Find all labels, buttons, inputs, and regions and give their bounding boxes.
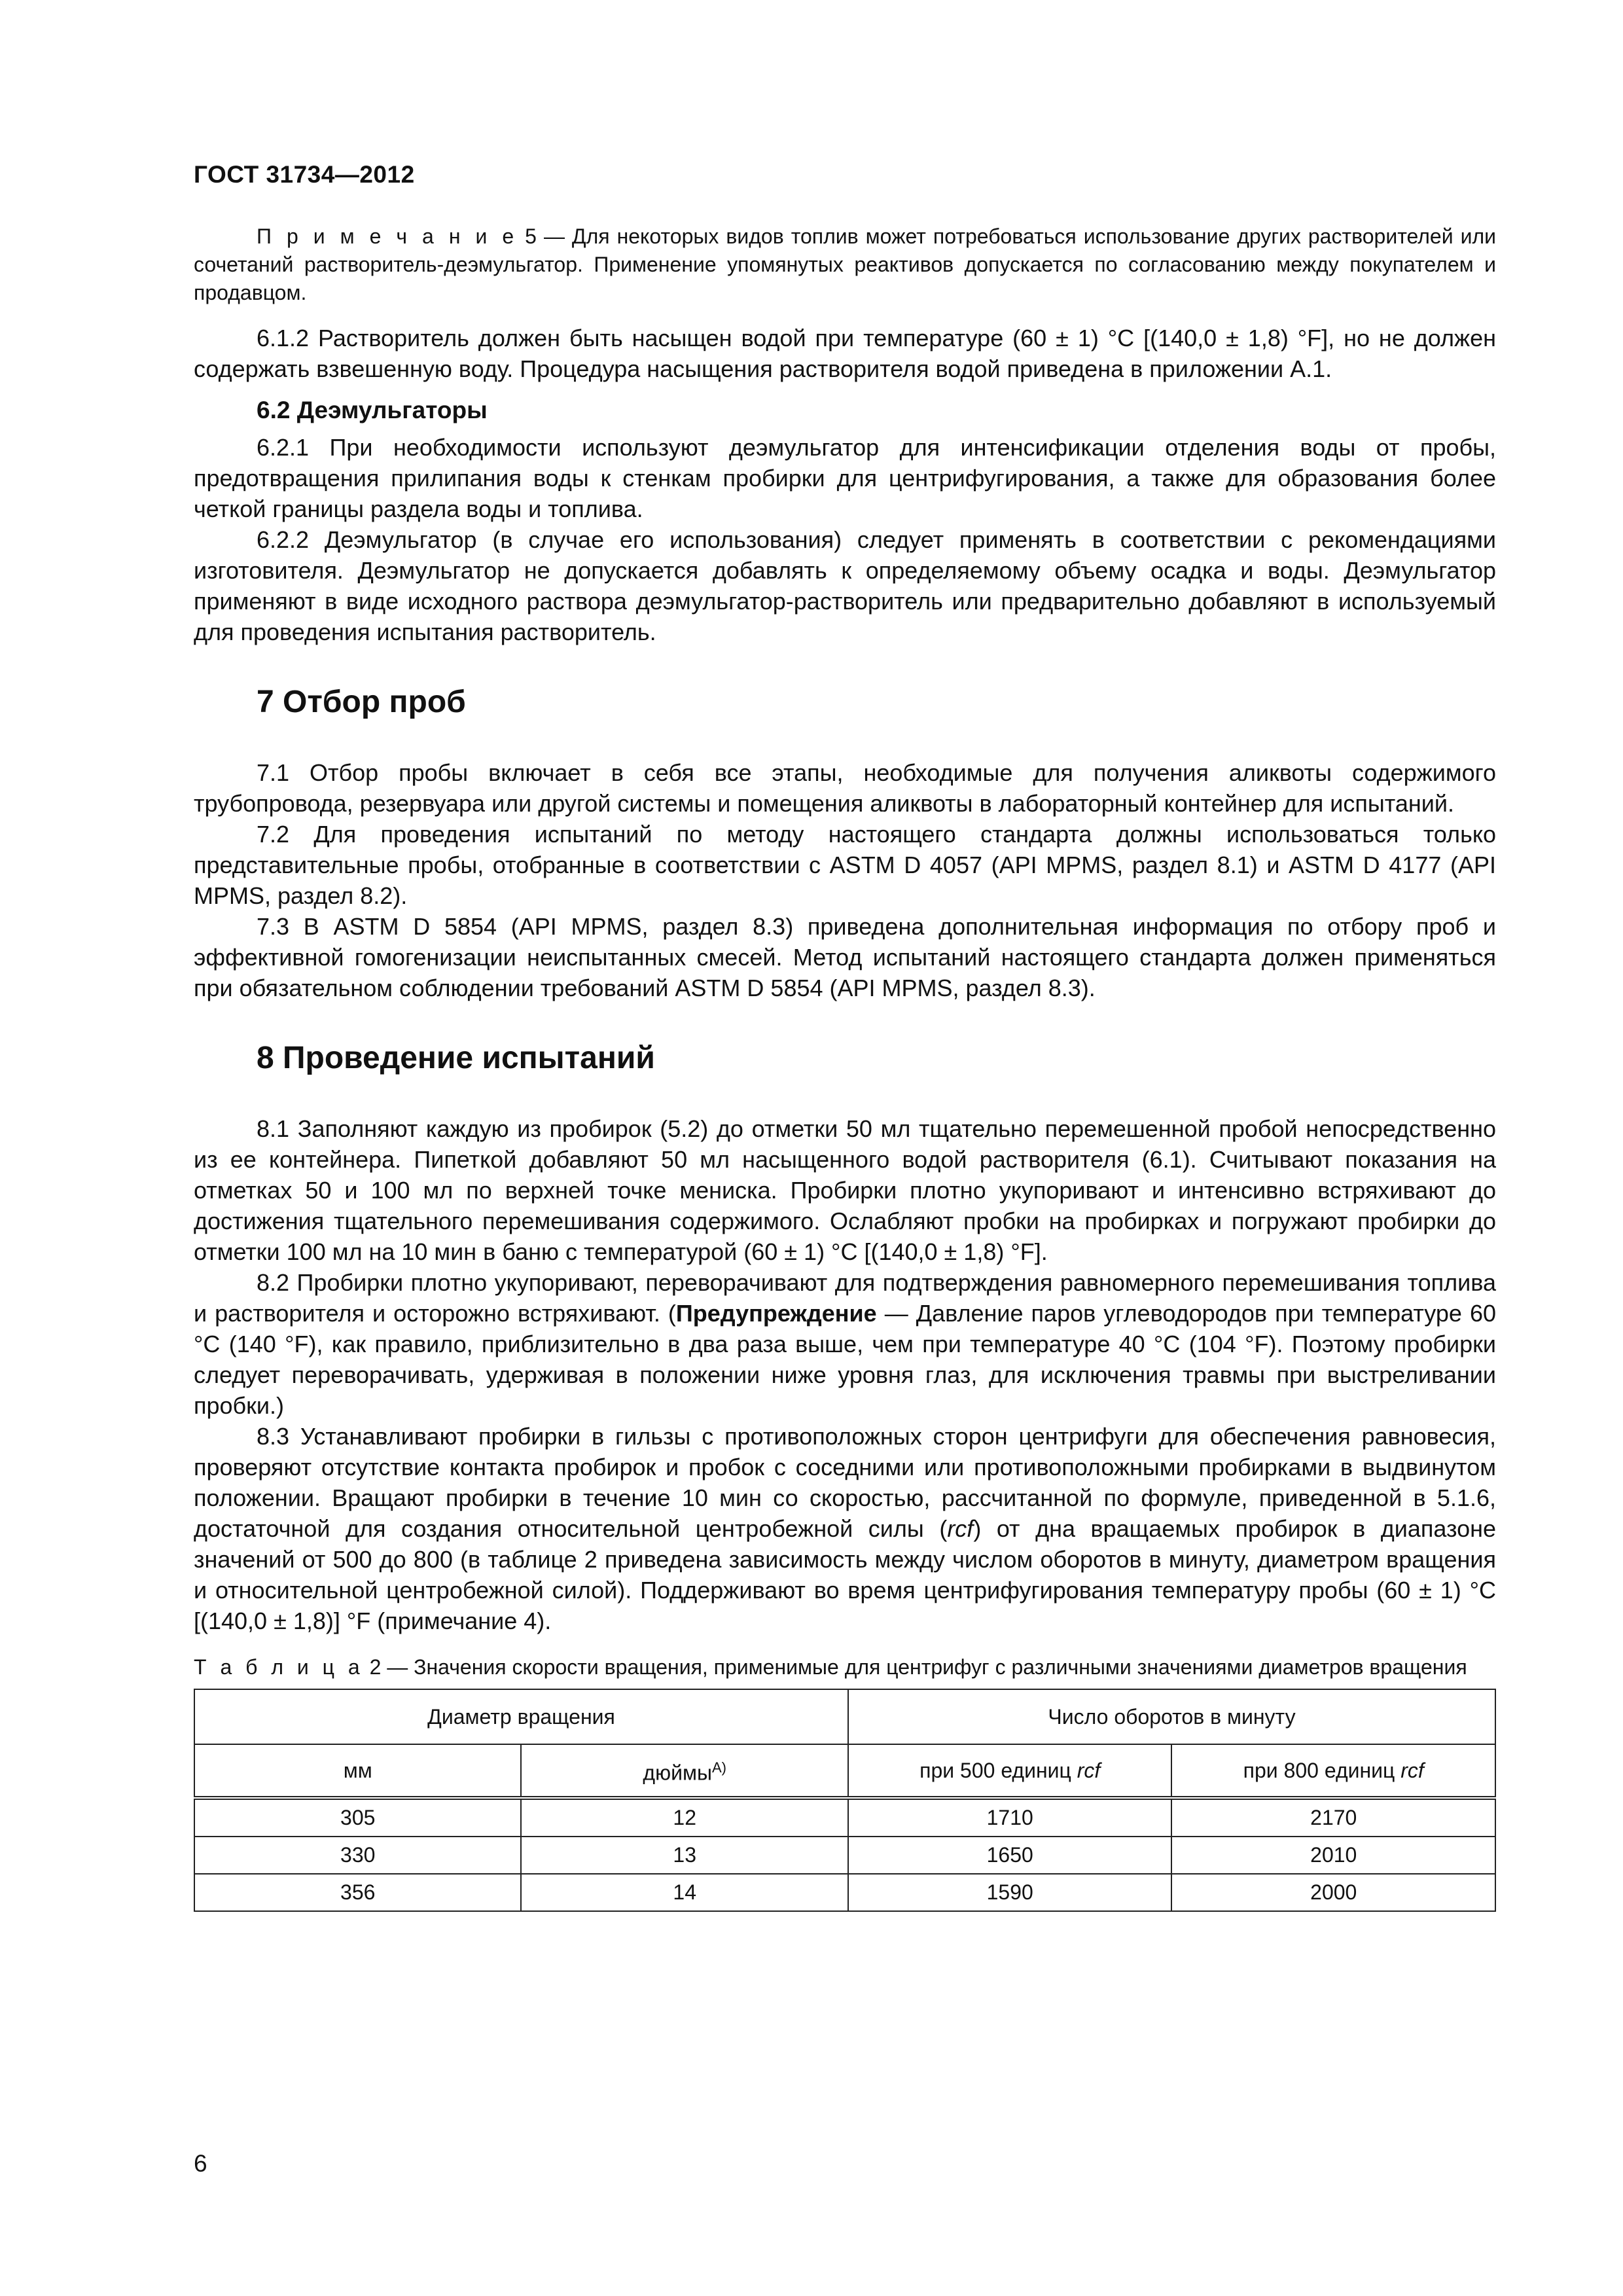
cell-inch: 13: [521, 1837, 848, 1874]
section-heading-6-2: 6.2 Деэмульгаторы: [257, 397, 488, 423]
paragraph-6-1-2: 6.1.2 Растворитель должен быть насыщен водой при температуре (60 ± 1) °С [(140,0 ± 1,8) °F], но не должен содержать взвешенную воду. Процедура насыщения растворителя водой приведена в приложении А.1.: [194, 325, 1496, 382]
table-caption-label: Т а б л и ц а: [194, 1655, 364, 1679]
inch-footnote-mark: А): [711, 1759, 726, 1776]
paragraph-8-2: [194, 1267, 1496, 1421]
p82-text-before: 8.2 Пробирки плотно укупоривают, переворачивают для подтверждения равномерного перемешивания топлива и растворителя и осторожно встряхивают. (: [194, 1269, 1496, 1327]
group-header-rpm: Число оборотов в минуту: [848, 1689, 1495, 1744]
cell-rpm-800: 2000: [1171, 1874, 1495, 1911]
page-number: 6: [194, 2150, 207, 2177]
paragraph-7-1: 7.1 Отбор пробы включает в себя все этапы, необходимые для получения аликвоты содержимого трубопровода, резервуара или другой системы и помещения аликвоты в лабораторный контейнер для испытаний.: [194, 759, 1496, 817]
warning-label: Предупреждение: [675, 1300, 877, 1327]
cell-inch: 14: [521, 1874, 848, 1911]
column-header-rpm-800: [1171, 1744, 1495, 1798]
section-heading-7: 7 Отбор проб: [257, 685, 466, 719]
paragraph-8-3: [194, 1421, 1496, 1636]
rcf-term: rcf: [947, 1515, 974, 1542]
document-body: [194, 223, 1496, 1912]
column-header-rpm-500: [848, 1744, 1172, 1798]
cell-rpm-500: 1590: [848, 1874, 1172, 1911]
table-column-header-row: [194, 1744, 1495, 1798]
p83-text-after: ) от дна вращаемых пробирок в диапазоне значений от 500 до 800 (в таблице 2 приведена зависимость между числом оборотов в минуту, диаметром вращения и относительной центробежной силой). Поддерживают во время центрифугирования температуру пробы (60 ± 1) °С [(140,0 ± 1,8)] °F (примечание 4).: [194, 1515, 1496, 1634]
rpm500-rcf: rcf: [1077, 1758, 1101, 1782]
group-header-diameter: Диаметр вращения: [194, 1689, 848, 1744]
table-caption-text: 2 — Значения скорости вращения, применимые для центрифуг с различными значениями диаметров вращения: [363, 1655, 1467, 1679]
cell-rpm-500: 1710: [848, 1798, 1172, 1837]
note-5: [194, 223, 1496, 307]
p82-text-after: — Давление паров углеводородов при температуре 60 °С (140 °F), как правило, приблизительно в два раза выше, чем при температуре 40 °С (104 °F). Поэтому пробирки следует переворачивать, удерживая в положении ниже уровня глаз, для исключения травмы при выстреливании пробки.): [194, 1300, 1496, 1419]
cell-mm: 330: [194, 1837, 521, 1874]
table-row: [194, 1798, 1495, 1837]
rpm800-label: при 800 единиц: [1243, 1758, 1401, 1782]
paragraph-7-3: 7.3 В ASTM D 5854 (API MPMS, раздел 8.3) приведена дополнительная информация по отбору проб и эффективной гомогенизации неиспытанных смесей. Метод испытаний настоящего стандарта должен применяться при обязательном соблюдении требований ASTM D 5854 (API MPMS, раздел 8.3).: [194, 913, 1496, 1001]
cell-inch: 12: [521, 1798, 848, 1837]
note-label: П р и м е ч а н и е: [257, 224, 518, 248]
column-header-inch: [521, 1744, 848, 1798]
paragraph-7-2: 7.2 Для проведения испытаний по методу настоящего стандарта должны использоваться только представительные пробы, отобранные в соответствии с ASTM D 4057 (API MPMS, раздел 8.1) и ASTM D 4177 (API MPMS, раздел 8.2).: [194, 821, 1497, 909]
table-group-header-row: [194, 1689, 1495, 1744]
table-row: [194, 1837, 1495, 1874]
rpm800-rcf: rcf: [1400, 1758, 1424, 1782]
paragraph-6-2-2: 6.2.2 Деэмульгатор (в случае его использования) следует применять в соответствии с рекомендациями изготовителя. Деэмульгатор не допускается добавлять к определяемому объему осадка и воды. Деэмульгатор применяют в виде исходного раствора деэмульгатор-растворитель или предварительно добавляют в используемый для проведения испытания растворитель.: [194, 526, 1496, 645]
cell-rpm-800: 2170: [1171, 1798, 1495, 1837]
rpm500-label: при 500 единиц: [919, 1758, 1077, 1782]
cell-rpm-500: 1650: [848, 1837, 1172, 1874]
table-row: [194, 1874, 1495, 1911]
cell-mm: 305: [194, 1798, 521, 1837]
paragraph-8-1: 8.1 Заполняют каждую из пробирок (5.2) до отметки 50 мл тщательно перемешенной пробой непосредственно из ее контейнера. Пипеткой добавляют 50 мл насыщенного водой растворителя (6.1). Считывают показания на отметках 50 и 100 мл по верхней точке мениска. Пробирки плотно укупоривают и интенсивно встряхивают до достижения тщательного перемешивания содержимого. Ослабляют пробки на пробирках и погружают пробирки до отметки 100 мл на 10 мин в баню с температурой (60 ± 1) °С [(140,0 ± 1,8) °F].: [194, 1115, 1496, 1265]
paragraph-6-2-1: 6.2.1 При необходимости используют деэмульгатор для интенсификации отделения воды от пробы, предотвращения прилипания воды к стенкам пробирки для центрифугирования, а также для образования более четкой границы раздела воды и топлива.: [194, 434, 1496, 522]
note-text: 5 — Для некоторых видов топлив может потребоваться использование других растворителей или сочетаний растворитель-деэмульгатор. Применение упомянутых реактивов допускается по согласованию между покупателем и продавцом.: [194, 224, 1497, 304]
p83-text-before: 8.3 Устанавливают пробирки в гильзы с противоположных сторон центрифуги для обеспечения равновесия, проверяют отсутствие контакта пробирок и пробок с соседними или противоположными пробирками в выдвинутом положении. Вращают пробирки в течение 10 мин со скоростью, рассчитанной по формуле, приведенной в 5.1.6, достаточной для создания относительной центробежной силы (: [194, 1423, 1496, 1542]
cell-mm: 356: [194, 1874, 521, 1911]
cell-rpm-800: 2010: [1171, 1837, 1495, 1874]
inch-label: дюймы: [643, 1761, 712, 1785]
rotation-speed-table: [194, 1689, 1496, 1912]
document-header: ГОСТ 31734—2012: [194, 161, 415, 188]
column-header-mm: мм: [194, 1744, 521, 1798]
table-caption: [194, 1653, 1496, 1681]
section-heading-8: 8 Проведение испытаний: [257, 1041, 655, 1075]
